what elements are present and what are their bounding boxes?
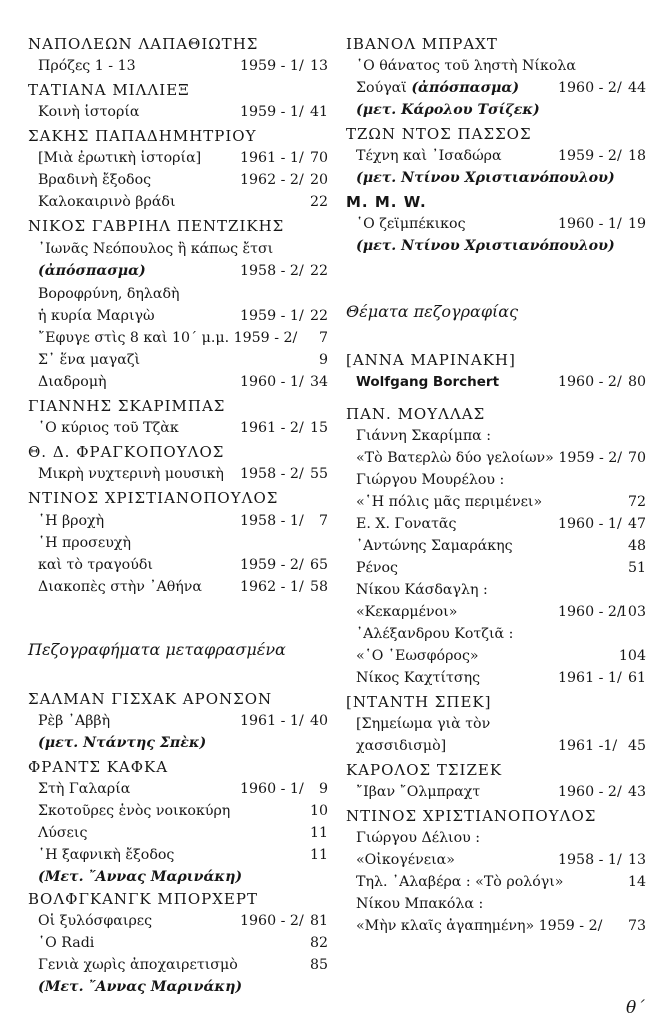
author-heading [346,191,646,213]
entry-page: 51 [627,560,646,576]
toc-entry [356,513,646,535]
entry-title: Ρένος [356,560,399,576]
entry-page: 80 [627,374,646,390]
toc-entry [356,469,646,491]
author-name: ΦΡΑΝΤΣ ΚΑΦΚΑ [28,758,169,776]
entry-title: Ρὲβ ᾿Αββὴ [38,713,111,729]
entry-page: 81 [309,913,328,929]
page-number: θ΄ [626,998,645,1018]
entry-page: 9 [318,781,328,797]
toc-entry [38,866,328,888]
author-name: [ΝΤΑΝΤΗ ΣΠΕΚ] [346,693,492,711]
entry-title: ῾Ο Radi [38,935,95,951]
entry-title: Οἱ ξυλόσφαιρες [38,913,153,929]
entry-title: Κοινὴ ἱστορία [38,104,140,120]
entry-issue: 1959 - 1/ [240,104,304,120]
entry-issue: 1961 - 1/ [240,150,304,166]
entry-title: ῾Η προσευχὴ [38,535,131,551]
entry-page: 44 [627,80,646,96]
entry-page: 18 [627,148,646,164]
toc-entry [356,827,646,849]
entry-title: Βοροφρύνη, δηλαδὴ [38,286,180,302]
entry-title: Γιάννη Σκαρίμπα : [356,428,492,444]
entry-title: «Οἰκογένεια» [356,852,455,868]
entry-page: 65 [309,557,328,573]
toc-entry [38,554,328,576]
toc-entry [38,169,328,191]
toc-entry [356,645,646,667]
entry-title: ῾Η βροχὴ [38,513,105,529]
entry-title: Καλοκαιρινὸ βράδι [38,194,176,210]
entry-title: Τηλ. ᾿Αλαβέρα : «Τὸ ρολόγι» [356,874,564,890]
author-name: ΤΑΤΙΑΝΑ ΜΙΛΛΙΕΞ [28,81,190,99]
toc-entry [38,191,328,213]
entry-page: 19 [627,216,646,232]
entry-title: Γενιὰ χωρὶς ἀποχαιρετισμὸ [38,957,238,973]
toc-entry [38,800,328,822]
author-heading [28,395,328,417]
entry-title: (μετ. Ντίνου Χριστιανόπουλου) [356,170,615,186]
toc-entry [38,510,328,532]
entry-page: 61 [627,670,646,686]
entry-page: 11 [309,825,328,841]
toc-entry [38,576,328,598]
entry-page: 47 [627,516,646,532]
author-name: M. M. W. [346,193,427,211]
entry-title: χασσιδισμὸ] [356,738,447,754]
entry-page: 15 [309,420,328,436]
entry-page: 72 [627,494,646,510]
author-name: ΚΑΡΟΛΟΣ ΤΣΙΖΕΚ [346,761,503,779]
entry-page: 9 [318,352,328,368]
entry-title: Διαδρομὴ [38,374,107,390]
entry-title: Νίκου Κάσδαγλη : [356,582,488,598]
author-name: ΓΙΑΝΝΗΣ ΣΚΑΡΙΜΠΑΣ [28,397,226,415]
author-heading [28,125,328,147]
entry-title: Σ᾿ ἕνα μαγαζὶ [38,352,141,368]
entry-issue: 1960 - 1/ [558,216,622,232]
entry-issue: 1958 - 2/ [240,263,304,279]
section-heading: Πεζογραφήματα μεταφρασμένα [28,640,286,659]
author-heading [28,33,328,55]
entry-title: ῾Ο ζεϊμπέκικος [356,216,466,232]
toc-entry [356,781,646,803]
toc-entry [38,101,328,123]
author-heading [28,888,328,910]
entry-page: 73 [627,918,646,934]
entry-page: 85 [309,957,328,973]
toc-entry [38,305,328,327]
entry-title: ᾿Αλέξανδρου Κοτζιᾶ : [356,626,514,642]
toc-entry [356,55,646,77]
entry-page: 40 [309,713,328,729]
entry-issue: 1962 - 1/ [240,579,304,595]
entry-page: 11 [309,847,328,863]
entry-page: 13 [309,58,328,74]
entry-issue: 1960 - 1/ [240,781,304,797]
entry-issue: 1961 - 1/ [240,713,304,729]
author-heading [346,349,646,371]
author-heading [28,756,328,778]
toc-entry [356,447,646,469]
entry-title: Ε. Χ. Γονατᾶς [356,516,457,532]
author-name: Θ. Δ. ΦΡΑΓΚΟΠΟΥΛΟΣ [28,443,225,461]
entry-title: ῾Ο κύριος τοῦ Τζὰκ [38,420,179,436]
toc-entry [38,371,328,393]
toc-entry [356,601,646,623]
entry-title: (Μετ. ῎Αννας Μαρινάκη) [38,869,243,885]
toc-entry [356,557,646,579]
entry-page: 22 [309,263,328,279]
author-name: [ΑΝΝΑ ΜΑΡΙΝΑΚΗ] [346,351,516,369]
toc-entry [38,954,328,976]
right-column [346,0,646,1024]
toc-entry [38,463,328,485]
entry-page: 43 [627,784,646,800]
author-name: ΣΑΛΜΑΝ ΓΙΣΧΑΚ ΑΡΟΝΣΟΝ [28,690,273,708]
author-name: ΠΑΝ. ΜΟΥΛΛΑΣ [346,405,486,423]
author-name: ΝΤΙΝΟΣ ΧΡΙΣΤΙΑΝΟΠΟΥΛΟΣ [346,807,597,825]
toc-entry [356,893,646,915]
entry-issue: 1959 - 1/ [240,58,304,74]
entry-title: ῾Η ξαφνικὴ ἔξοδος [38,847,175,863]
entry-issue: 1961 -1/ [558,738,618,754]
entry-issue: 1959 - 1/ [240,308,304,324]
entry-title: Wolfgang Borchert [356,374,500,390]
author-name: ΒΟΛΦΓΚΑΝΓΚ ΜΠΟΡΧΕΡΤ [28,890,258,908]
entry-issue: 1959 - 2/ [558,148,622,164]
toc-entry [356,491,646,513]
toc-entry [38,732,328,754]
toc-entry [356,623,646,645]
entry-issue: 1958 - 1/ [240,513,304,529]
toc-entry [38,844,328,866]
entry-page: 14 [627,874,646,890]
entry-issue: 1959 - 2/ [240,557,304,573]
entry-page: 7 [318,513,328,529]
entry-title: Λύσεις [38,825,88,841]
entry-issue: 1960 - 2/ [240,913,304,929]
toc-entry [356,425,646,447]
entry-page: 70 [309,150,328,166]
entry-issue: 1960 - 2/ [558,374,622,390]
entry-title: Βραδινὴ ἔξοδος [38,172,152,188]
entry-page: 41 [309,104,328,120]
entry-title: (μετ. Κάρολου Τσίζεκ) [356,102,540,118]
author-name: ΙΒΑΝΟΛ ΜΠΡΑΧΤ [346,35,498,53]
entry-issue: 1958 - 2/ [240,466,304,482]
entry-page: 7 [318,330,328,346]
entry-title: [Σημείωμα γιὰ τὸν [356,716,491,732]
entry-page: 82 [309,935,328,951]
entry-title: ῎Ιβαν ῎Ολμπραχτ [356,784,481,800]
entry-issue: 1960 - 2/ [558,604,622,620]
author-heading [346,403,646,425]
toc-entry [38,349,328,371]
author-heading [28,215,328,237]
entry-title: Γιώργου Μουρέλου : [356,472,505,488]
toc-entry [356,213,646,235]
entry-issue: 1958 - 1/ [558,852,622,868]
entry-title: «Μὴν κλαῖς ἀγαπημένη» 1959 - 2/ [356,918,603,934]
toc-entry [38,238,328,260]
entry-title: Γιώργου Δέλιου : [356,830,481,846]
entry-title: ῎Εφυγε στὶς 8 καὶ 10΄ μ.μ. 1959 - 2/ [38,330,298,346]
toc-entry [38,417,328,439]
author-heading [28,688,328,710]
toc-entry [356,77,646,99]
toc-entry [38,327,328,349]
entry-issue: 1961 - 1/ [558,670,622,686]
toc-entry [356,849,646,871]
toc-entry [356,167,646,189]
author-heading [346,123,646,145]
toc-entry [38,260,328,282]
entry-title: Πρόζες 1 - 13 [38,58,136,74]
toc-entry [38,147,328,169]
entry-title: (μετ. Ντάντης Σπὲκ) [38,735,207,751]
toc-entry [356,871,646,893]
entry-title: Νίκου Μπακόλα : [356,896,484,912]
entry-issue: 1960 - 1/ [558,516,622,532]
entry-issue: 1960 - 2/ [558,80,622,96]
entry-page: 55 [309,466,328,482]
entry-title: [Μιὰ ἐρωτικὴ ἱστορία] [38,150,202,166]
entry-title: ᾿Ιωνᾶς Νεόπουλος ἢ κάπως ἔτσι [38,241,274,257]
toc-entry [38,932,328,954]
toc-entry [356,235,646,257]
entry-title: ῾Ο θάνατος τοῦ ληστὴ Νίκολα [356,58,576,74]
author-name: ΝΙΚΟΣ ΓΑΒΡΙΗΛ ΠΕΝΤΖΙΚΗΣ [28,217,285,235]
toc-entry [38,55,328,77]
author-name: ΝΑΠΟΛΕΩΝ ΛΑΠΑΘΙΩΤΗΣ [28,35,259,53]
entry-title: (μετ. Ντίνου Χριστιανόπουλου) [356,238,615,254]
entry-page: 58 [309,579,328,595]
author-heading [28,441,328,463]
entry-title: «῾Η πόλις μᾶς περιμένει» [356,494,543,510]
entry-title: Στὴ Γαλαρία [38,781,131,797]
entry-page: 22 [309,194,328,210]
entry-title: «῾Ο ῾Εωσφόρος» [356,648,479,664]
entry-title: ᾿Αντώνης Σαμαράκης [356,538,513,554]
entry-page: 104 [618,648,646,664]
entry-page: 70 [627,450,646,466]
toc-entry [356,579,646,601]
entry-page: 20 [309,172,328,188]
entry-page: 13 [627,852,646,868]
entry-title: (Μετ. ῎Αννας Μαρινάκη) [38,979,243,995]
author-name: ΝΤΙΝΟΣ ΧΡΙΣΤΙΑΝΟΠΟΥΛΟΣ [28,489,279,507]
toc-entry [356,535,646,557]
entry-page: 48 [627,538,646,554]
entry-issue: 1960 - 1/ [240,374,304,390]
entry-title: Διακοπὲς στὴν ᾿Αθήνα [38,579,202,595]
toc-entry [38,822,328,844]
entry-title: (ἀπόσπασμα) [38,263,146,279]
author-heading [346,805,646,827]
author-heading [346,691,646,713]
left-column [28,0,328,1024]
toc-entry [356,915,646,937]
toc-entry [356,145,646,167]
author-heading [346,33,646,55]
entry-issue: 1962 - 2/ [240,172,304,188]
entry-issue: 1960 - 2/ [558,784,622,800]
entry-page: 10 [309,803,328,819]
author-heading [28,487,328,509]
entry-title: Μικρὴ νυχτερινὴ μουσικὴ [38,466,224,482]
toc-entry [356,371,646,393]
toc-entry [38,710,328,732]
author-name: ΣΑΚΗΣ ΠΑΠΑΔΗΜΗΤΡΙΟΥ [28,127,257,145]
entry-page: 34 [309,374,328,390]
entry-page: 22 [309,308,328,324]
toc-entry [38,976,328,998]
entry-issue: 1961 - 2/ [240,420,304,436]
entry-title: ἡ κυρία Μαριγὼ [38,308,155,324]
toc-entry [38,532,328,554]
author-name: ΤΖΩΝ ΝΤΟΣ ΠΑΣΣΟΣ [346,125,532,143]
toc-entry [38,283,328,305]
entry-page: 45 [627,738,646,754]
entry-title: Σκοτοῦρες ἑνὸς νοικοκύρη [38,803,231,819]
entry-title: Νίκος Καχτίτσης [356,670,481,686]
entry-title: «Τὸ Βατερλὼ δύο γελοίων» 1959 - 2/ [356,450,623,466]
author-heading [346,759,646,781]
toc-entry [38,778,328,800]
toc-entry [38,910,328,932]
entry-title: Τέχνη καὶ ᾿Ισαδώρα [356,148,502,164]
entry-title: καὶ τὸ τραγούδι [38,557,153,573]
toc-entry [356,667,646,689]
toc-entry [356,735,646,757]
entry-page: 103 [618,604,646,620]
entry-title: Σούγαϊ (ἀπόσπασμα) [356,80,520,96]
section-heading: Θέματα πεζογραφίας [346,302,519,321]
toc-entry [356,713,646,735]
toc-entry [356,99,646,121]
entry-title: «Κεκαρμένοι» [356,604,458,620]
author-heading [28,79,328,101]
